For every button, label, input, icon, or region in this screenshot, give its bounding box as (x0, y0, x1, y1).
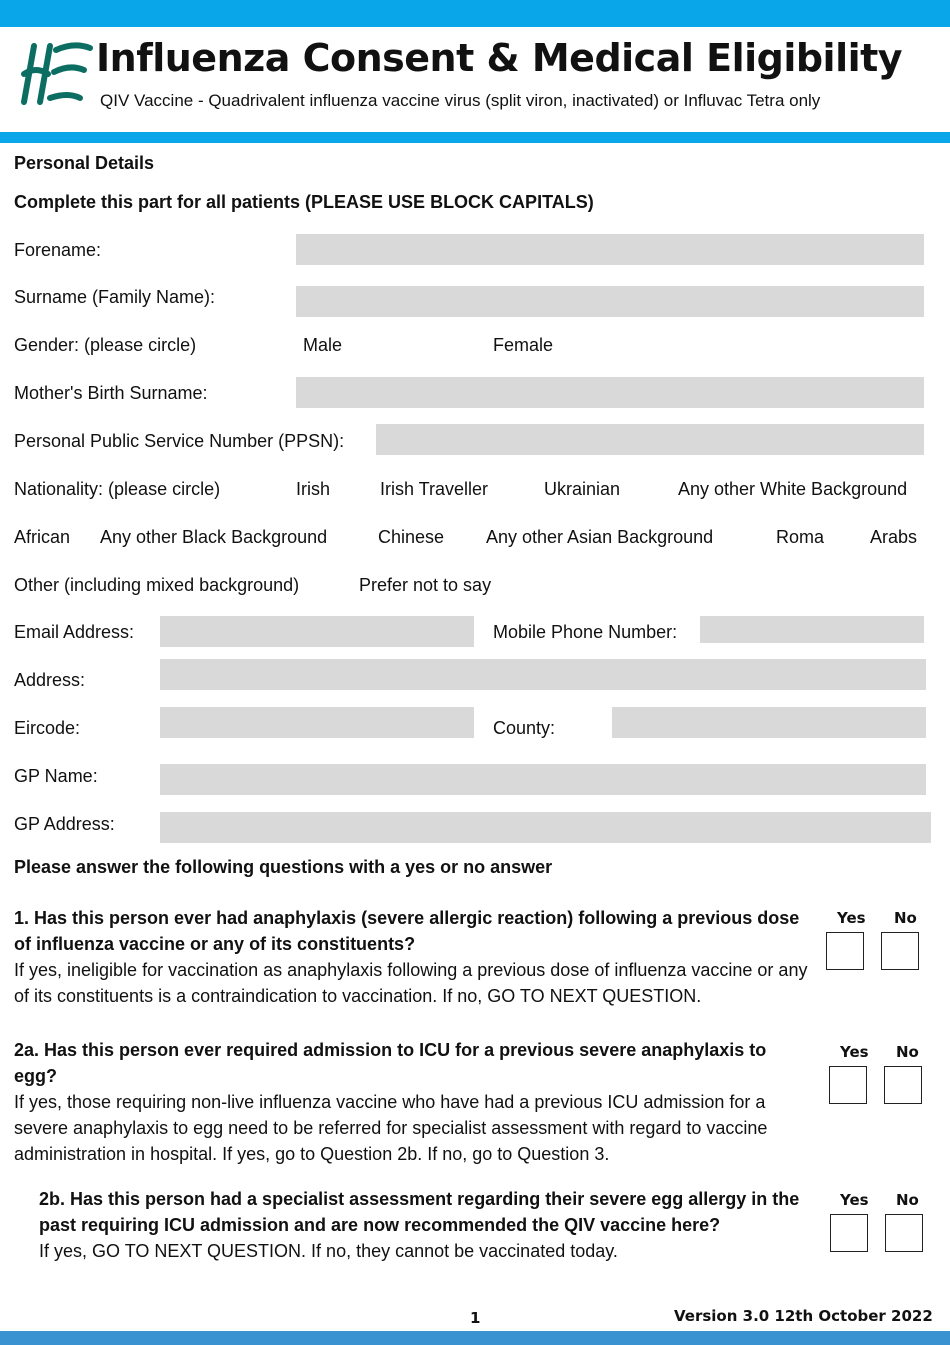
question-1-yes-label: Yes (837, 909, 866, 927)
gp-name-label: GP Name: (14, 766, 98, 786)
question-1-no-checkbox[interactable] (881, 932, 919, 970)
ppsn-field[interactable] (376, 424, 924, 455)
ppsn-label: Personal Public Service Number (PPSN): (14, 431, 345, 451)
email-field[interactable] (160, 616, 474, 647)
mother-surname-label: Mother's Birth Surname: (14, 383, 208, 403)
nationality-option-irish-traveller[interactable]: Irish Traveller (380, 479, 489, 499)
question-2a-body: If yes, those requiring non-live influenza vaccine who have had a previous ICU admission for a severe anaphylaxis to egg need to be referred for specialist assessment with regard to vaccine administration in hospital. If yes, go to Question 2b. If no, go to Question 3. (14, 1092, 768, 1164)
mobile-label: Mobile Phone Number: (493, 622, 678, 642)
nationality-option-arabs[interactable]: Arabs (870, 527, 918, 547)
gp-address-field[interactable] (160, 812, 931, 843)
nationality-option-irish[interactable]: Irish (296, 479, 331, 499)
header-divider (0, 132, 950, 143)
question-2a (14, 1037, 814, 1167)
top-accent-bar (0, 0, 950, 27)
gender-label: Gender: (please circle) (14, 335, 197, 355)
gender-option-male[interactable]: Male (303, 335, 343, 355)
question-2a-no-label: No (896, 1043, 919, 1061)
county-field[interactable] (612, 707, 926, 738)
nationality-option-roma[interactable]: Roma (776, 527, 825, 547)
question-2b-no-checkbox[interactable] (885, 1214, 923, 1252)
eircode-field[interactable] (160, 707, 474, 738)
nationality-option-other-black[interactable]: Any other Black Background (100, 527, 328, 547)
eircode-label: Eircode: (14, 718, 81, 738)
section-heading-personal: Personal Details (14, 153, 155, 173)
gp-name-field[interactable] (160, 764, 926, 795)
surname-label: Surname (Family Name): (14, 287, 216, 307)
question-1-no-label: No (894, 909, 917, 927)
nationality-option-chinese[interactable]: Chinese (378, 527, 445, 547)
questions-intro: Please answer the following questions with a yes or no answer (14, 857, 553, 877)
question-1-body: If yes, ineligible for vaccination as anaphylaxis following a previous dose of influenza vaccine or any of its constituents is a contraindication to vaccination. If no, GO TO NEXT QUESTION. (14, 960, 808, 1006)
question-2a-no-checkbox[interactable] (884, 1066, 922, 1104)
mobile-field[interactable] (700, 616, 924, 643)
page-subtitle: QIV Vaccine - Quadrivalent influenza vaccine virus (split viron, inactivated) or Influvac Tetra only (100, 91, 821, 110)
nationality-option-other-mixed[interactable]: Other (including mixed background) (14, 575, 300, 595)
question-1-yes-checkbox[interactable] (826, 932, 864, 970)
bottom-accent-bar (0, 1331, 950, 1345)
question-2b-yes-checkbox[interactable] (830, 1214, 868, 1252)
version-text: Version 3.0 12th October 2022 (674, 1307, 933, 1325)
address-label: Address: (14, 670, 86, 690)
nationality-option-ukrainian[interactable]: Ukrainian (544, 479, 621, 499)
section-instruction: Complete this part for all patients (PLEASE USE BLOCK CAPITALS) (14, 192, 594, 212)
gender-option-female[interactable]: Female (493, 335, 554, 355)
nationality-option-african[interactable]: African (14, 527, 71, 547)
hse-logo-icon (14, 42, 94, 106)
county-label: County: (493, 718, 556, 738)
question-2a-yes-checkbox[interactable] (829, 1066, 867, 1104)
gp-address-label: GP Address: (14, 814, 115, 834)
page-title: Influenza Consent & Medical Eligibility (96, 36, 903, 80)
question-2a-title: 2a. Has this person ever required admission to ICU for a previous severe anaphylaxis to egg? (14, 1040, 767, 1086)
email-label: Email Address: (14, 622, 135, 642)
mother-surname-field[interactable] (296, 377, 924, 408)
address-field[interactable] (160, 659, 926, 690)
question-2b-body: If yes, GO TO NEXT QUESTION. If no, they cannot be vaccinated today. (39, 1241, 618, 1261)
question-2b (39, 1186, 829, 1264)
question-1-title: 1. Has this person ever had anaphylaxis (severe allergic reaction) following a previous dose of influenza vaccine or any of its constituents? (14, 908, 800, 954)
question-1 (14, 905, 814, 1009)
question-2b-no-label: No (896, 1191, 919, 1209)
forename-field[interactable] (296, 234, 924, 265)
question-2a-yes-label: Yes (840, 1043, 869, 1061)
nationality-option-other-white[interactable]: Any other White Background (678, 479, 908, 499)
nationality-option-prefer-not-to-say[interactable]: Prefer not to say (359, 575, 492, 595)
surname-field[interactable] (296, 286, 924, 317)
question-2b-title: 2b. Has this person had a specialist assessment regarding their severe egg allergy in the past requiring ICU admission and are now recommended the QIV vaccine here? (39, 1189, 800, 1235)
nationality-option-other-asian[interactable]: Any other Asian Background (486, 527, 714, 547)
forename-label: Forename: (14, 240, 102, 260)
nationality-label: Nationality: (please circle) (14, 479, 221, 499)
question-2b-yes-label: Yes (840, 1191, 869, 1209)
page-number: 1 (470, 1309, 481, 1327)
